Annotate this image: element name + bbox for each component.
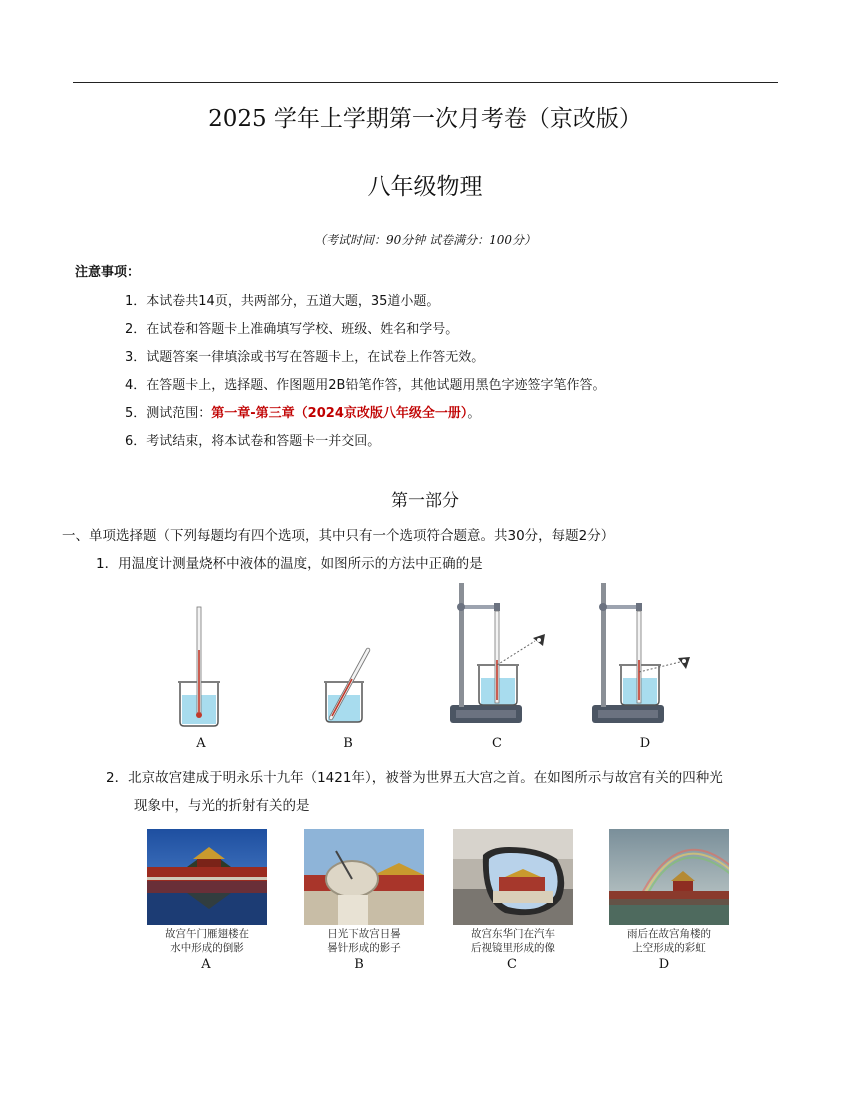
note-item: 4．在答题卡上，选择题、作图题用2B铅笔作答，其他试题用黑色字迹签字笔作答。 [125,378,606,393]
figure-b-beaker [324,650,368,722]
notes-heading: 注意事项： [75,265,141,280]
option-label-b: B [354,957,364,972]
scope-prefix: 5．测试范围： [125,406,212,421]
caption-line: 故宫东华门在汽车 [471,928,555,940]
scope-range: 第一章-第三章（2024京改版八年级全一册） [211,406,468,421]
photo-caption-d [604,927,734,955]
exam-info: （考试时间：90分钟 试卷满分：100分） [314,233,536,247]
caption-line: 日光下故宫日晷 [327,928,401,940]
figure-a-beaker [178,607,220,726]
option-label-c: C [507,957,517,972]
option-label-d: D [639,736,651,751]
option-label-a: A [196,736,206,751]
section-title: 一、单项选择题（下列每题均有四个选项，其中只有一个选项符合题意。共30分，每题2分） [62,528,615,544]
note-item: 3．试题答案一律填涂或书写在答题卡上，在试卷上作答无效。 [125,350,485,365]
photo-meridian-gate-reflection [147,829,267,925]
scope-suffix: 。 [467,406,481,421]
photo-caption-c [448,927,578,955]
option-label-b: B [343,736,353,751]
photo-sundial-shadow [304,829,424,925]
caption-line: 故宫午门雁翅楼在 [165,928,249,940]
photo-rearview-mirror [453,829,573,925]
exam-subtitle: 八年级物理 [367,174,483,200]
question-1: 1．用温度计测量烧杯中液体的温度，如图所示的方法中正确的是 [96,556,483,572]
note-item: 2．在试卷和答题卡上准确填写学校、班级、姓名和学号。 [125,322,459,337]
option-label-c: C [492,736,502,751]
figure-c-stand [450,583,545,723]
caption-line: 后视镜里形成的像 [471,942,555,954]
caption-line: 水中形成的倒影 [170,942,244,954]
caption-line: 雨后在故宫角楼的 [627,928,711,940]
photo-caption-b [299,927,429,955]
part-title: 第一部分 [391,491,459,511]
option-label-d: D [658,957,670,972]
note-item: 6．考试结束，将本试卷和答题卡一并交回。 [125,434,381,449]
exam-title: 2025 学年上学期第一次月考卷（京改版） [208,106,642,132]
option-label-a: A [201,957,211,972]
note-item: 1．本试卷共14页，共两部分，五道大题，35道小题。 [125,294,440,309]
photo-rainbow-corner-tower [609,829,729,925]
photo-caption-a [142,927,272,955]
question-2-line1: 2．北京故宫建成于明永乐十九年（1421年），被誉为世界五大宫之首。在如图所示与故宫有关的四种光 [106,770,723,786]
caption-line: 晷针形成的影子 [327,942,401,954]
question-2-line2: 现象中，与光的折射有关的是 [134,798,310,814]
figure-d-stand [592,583,690,723]
caption-line: 上空形成的彩虹 [632,942,706,954]
